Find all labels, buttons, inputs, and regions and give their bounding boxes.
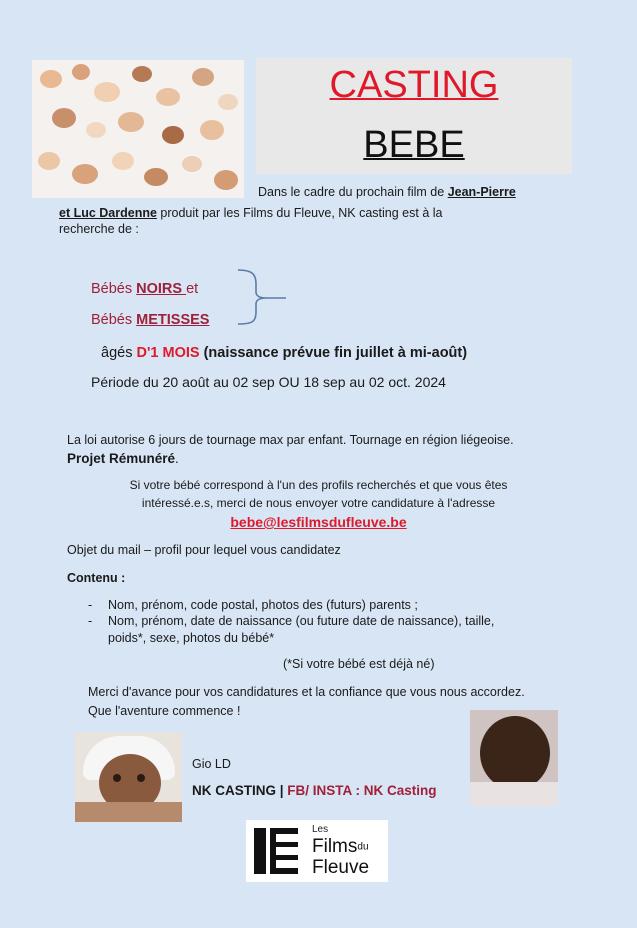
babies-photo <box>32 60 244 198</box>
signature-name: Gio LD <box>192 757 231 771</box>
age-requirement <box>101 345 467 361</box>
content-label: Contenu : <box>67 571 126 585</box>
intro-line-3: recherche de : <box>59 222 139 236</box>
profile-highlight: NOIRS <box>136 281 187 297</box>
signature-agency <box>192 783 437 798</box>
logo-fleuve: Fleuve <box>312 857 370 878</box>
age-highlight: D'1 MOIS <box>136 345 200 361</box>
content-note: (*Si votre bébé est déjà né) <box>283 657 435 671</box>
title-casting: CASTING <box>329 64 499 106</box>
profile-prefix: Bébés <box>91 312 137 328</box>
paid-project <box>67 451 179 466</box>
profile-highlight: METISSES <box>136 312 210 328</box>
mail-subject: Objet du mail – profil pour lequel vous candidatez <box>67 543 341 557</box>
intro-text-2: produit par les Films du Fleuve, NK casting est à la <box>156 206 443 220</box>
law-text: La loi autorise 6 jours de tournage max par enfant. Tournage en région liégeoise. <box>67 433 514 447</box>
content-item-2: Nom, prénom, date de naissance (ou future date de naissance), taille, <box>108 614 495 628</box>
baby-photo-right <box>470 710 558 806</box>
logo-les: Les <box>312 824 329 835</box>
logo-films <box>312 836 369 858</box>
profile-suffix: et <box>186 281 199 297</box>
thanks-line-2: Que l'aventure commence ! <box>88 704 241 718</box>
logo-films-word: Films <box>312 836 358 857</box>
title-bebe: BEBE <box>363 124 465 166</box>
logo-mark-icon <box>254 828 300 874</box>
profile-prefix: Bébés <box>91 281 137 297</box>
baby-photo-left <box>75 732 182 822</box>
director-link-1: Jean-Pierre <box>447 185 516 199</box>
intro-text: Dans le cadre du prochain film de <box>258 185 448 199</box>
age-suffix: (naissance prévue fin juillet à mi-août) <box>199 345 468 361</box>
profile-noirs <box>91 281 198 297</box>
request-line-2: intéressé.e.s, merci de nous envoyer votre candidature à l'adresse <box>141 496 496 510</box>
separator: | <box>276 783 288 798</box>
request-line-1: Si votre bébé correspond à l'un des profils recherchés et que vous êtes <box>129 478 508 492</box>
content-item-3: poids*, sexe, photos du bébé* <box>108 631 275 645</box>
period: Période du 20 août au 02 sep OU 18 sep au 02 oct. 2024 <box>91 374 446 390</box>
paid-label: Projet Rémunéré <box>67 451 176 466</box>
logo-du: du <box>357 841 369 853</box>
director-link-2: et Luc Dardenne <box>59 206 157 220</box>
email-link[interactable] <box>0 514 637 530</box>
paid-suffix: . <box>175 451 179 466</box>
films-du-fleuve-logo <box>246 820 388 882</box>
agency-name: NK CASTING <box>192 783 276 798</box>
title-box <box>256 58 572 174</box>
intro-line-2 <box>59 206 442 221</box>
social-handle: FB/ INSTA : NK Casting <box>287 783 437 798</box>
intro-line-1 <box>258 185 516 200</box>
content-bullet-1: - <box>88 598 93 612</box>
profile-metisses <box>91 312 209 328</box>
thanks-line-1: Merci d'avance pour vos candidatures et la confiance que vous nous accordez. <box>88 685 525 699</box>
content-item-1: Nom, prénom, code postal, photos des (futurs) parents ; <box>108 598 418 612</box>
age-prefix: âgés <box>101 345 137 361</box>
brace-icon <box>232 268 292 328</box>
email-address[interactable]: bebe@lesfilmsdufleuve.be <box>230 514 407 530</box>
content-bullet-2: - <box>88 614 93 628</box>
